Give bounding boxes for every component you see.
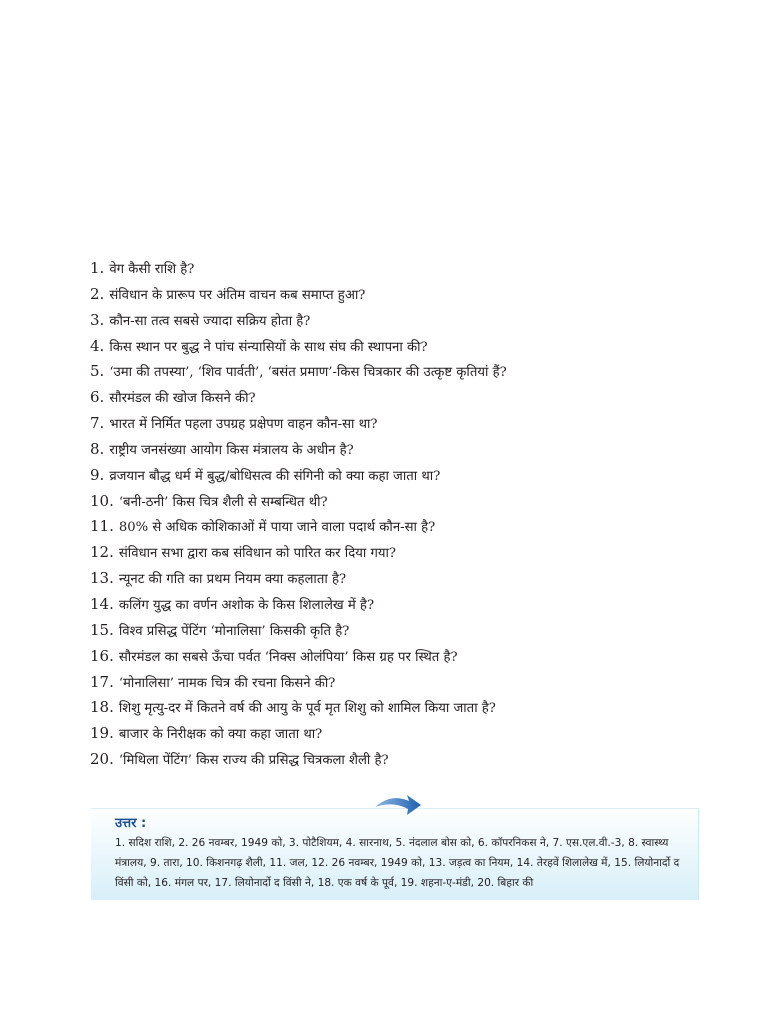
question-item [90,437,690,463]
question-list [90,256,690,773]
question-number: 10. [90,491,114,510]
question-item [90,489,690,515]
question-item [90,747,690,773]
question-text: सौरमंडल की खोज किसने की? [109,391,256,407]
question-number: 6. [90,388,105,407]
question-item [90,334,690,360]
question-text: शिशु मृत्यु-दर में कितने वर्ष की आयु के पूर्व मृत शिशु को शामिल किया जाता है? [118,701,496,717]
question-text: संविधान के प्रारूप पर अंतिम वाचन कब समाप्त हुआ? [109,287,366,303]
question-number: 14. [90,594,114,613]
question-number: 11. [90,517,114,536]
question-item [90,592,690,618]
question-text: वेग कैसी राशि है? [109,262,195,277]
question-text: संविधान सभा द्वारा कब संविधान को पारित कर दिया गया? [118,546,397,562]
question-text: विश्व प्रसिद्ध पेंटिंग ‘मोनालिसा’ किसकी कृति है? [118,623,350,639]
question-text: न्यूनट की गति का प्रथम नियम क्या कहलाता है? [118,572,347,588]
question-number: 19. [90,724,114,743]
question-number: 2. [90,284,105,303]
question-text: ‘उमा की तपस्या’, ‘शिव पार्वती’, ‘बसंत प्रमाण’-किस चित्रकार की उत्कृष्ट कृतियां हैं? [109,365,507,381]
question-number: 13. [90,569,114,588]
question-number: 4. [90,336,105,355]
question-number: 9. [90,465,105,484]
question-number: 8. [90,439,105,458]
question-item [90,308,690,334]
question-item [90,695,690,721]
question-item [90,514,690,540]
question-number: 5. [90,362,105,381]
question-item [90,411,690,437]
question-item [90,644,690,670]
question-number: 3. [90,310,105,329]
question-text: बाजार के निरीक्षक को क्या कहा जाता था? [118,727,323,743]
question-item [90,282,690,308]
question-number: 20. [90,750,114,769]
question-item [90,618,690,644]
question-item [90,566,690,592]
question-text: राष्ट्रीय जनसंख्या आयोग किस मंत्रालय के अधीन है? [109,442,354,458]
question-item [90,721,690,747]
question-number: 12. [90,543,114,562]
question-number: 18. [90,698,114,717]
question-number: 16. [90,646,114,665]
question-text: व्रजयान बौद्ध धर्म में बुद्ध/बोधिसत्व की संगिनी को क्या कहा जाता था? [109,468,441,484]
question-number: 15. [90,620,114,639]
question-text: भारत में निर्मित पहला उपग्रह प्रक्षेपण वाहन कौन-सा था? [109,417,378,433]
question-item [90,256,690,282]
question-item [90,463,690,489]
question-text: किस स्थान पर बुद्ध ने पांच संन्यासियों के साथ संघ की स्थापना की? [109,339,428,355]
question-text: कौन-सा तत्व सबसे ज्यादा सक्रिय होता है? [109,313,311,329]
question-text: सौरमंडल का सबसे ऊँचा पर्वत ‘निक्स ओलंपिया’ किस ग्रह पर स्थित है? [118,649,458,665]
question-item [90,540,690,566]
question-text: ‘बनी-ठनी’ किस चित्र शैली से सम्बन्धित थी? [118,494,328,510]
question-text: ‘मोनालिसा’ नामक चित्र की रचना किसने की? [118,675,336,691]
curved-arrow-icon [373,791,423,819]
question-number: 1. [90,259,105,277]
question-item [90,670,690,696]
question-text: कलिंग युद्ध का वर्णन अशोक के किस शिलालेख में है? [118,597,375,613]
question-item [90,359,690,385]
answer-title: उत्तर : [115,816,147,831]
answer-box [91,808,699,900]
question-number: 17. [90,672,114,691]
question-item [90,385,690,411]
question-text: 80% से अधिक कोशिकाओं में पाया जाने वाला पदार्थ कौन-सा है? [118,520,436,536]
question-number: 7. [90,414,105,433]
question-text: ‘मिथिला पेंटिंग’ किस राज्य की प्रसिद्ध चित्रकला शैली है? [118,753,389,769]
answer-text: 1. सदिश राशि, 2. 26 नवम्बर, 1949 को, 3. पोटैशियम, 4. सारनाथ, 5. नंदलाल बोस को, 6. कॉपरनिकस ने, 7. एस.एल.वी.-3, 8. स्वास्थ्य मंत्रालय, 9. तारा, 10. किशनगढ़ शैली, 11. जल, 12. 26 नवम्बर, 1949 को, 13. जड़त्व का नियम, 14. तेरहवें शिलालेख में, 15. लियोनार्दो द विंसी को, 16. मंगल पर, 17. लियोनार्दो द विंसी ने, 18. एक वर्ष के पूर्व, 19. शहना-ए-मंडी, 20. बिहार की [115,837,680,889]
